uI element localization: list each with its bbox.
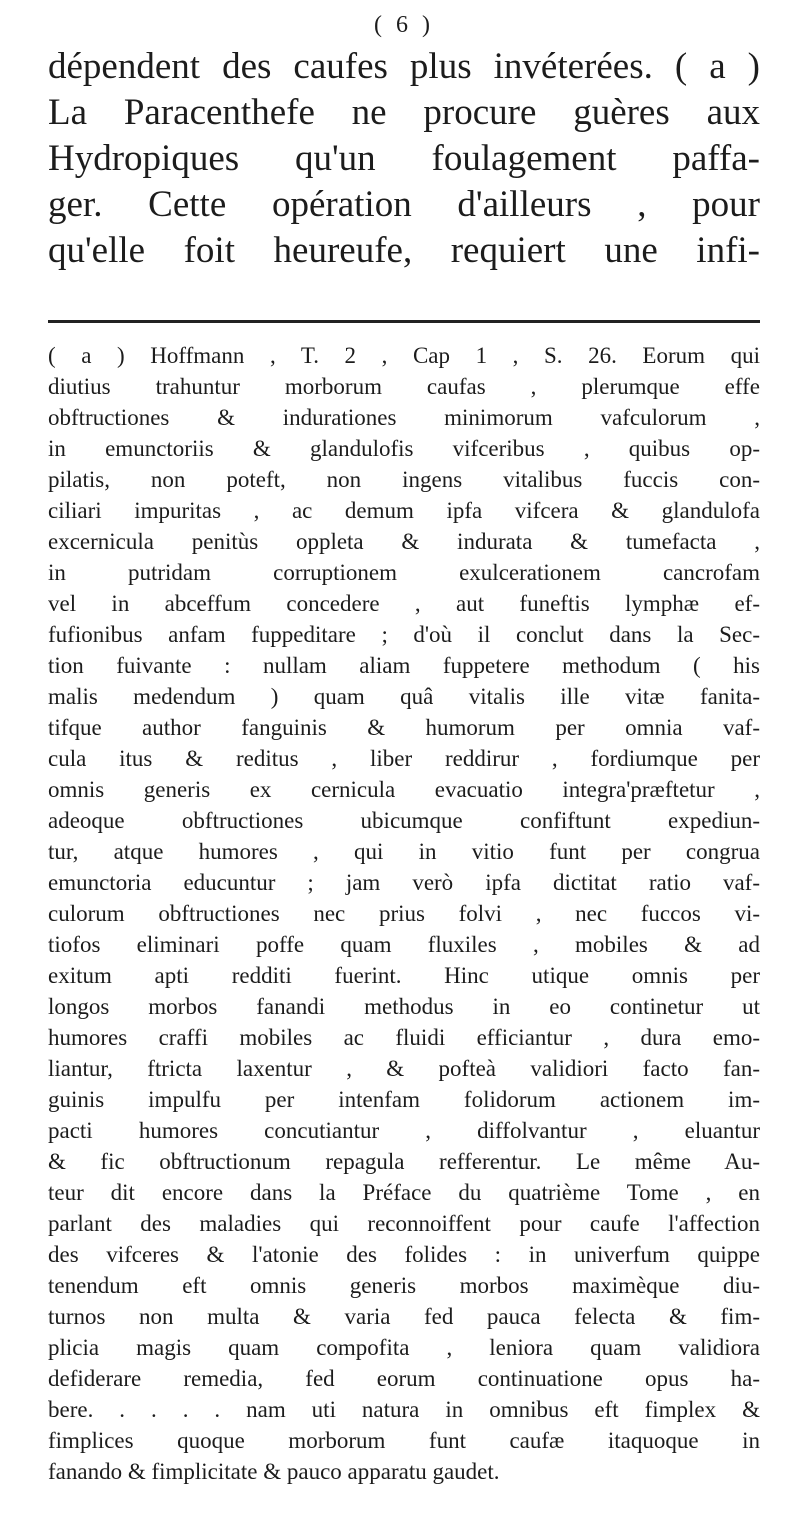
footnote-line: pacti humores concutiantur , diffolvantur , eluantur [48, 1118, 760, 1143]
footnote-line: vel in abceffum concedere , aut funeftis lymphæ ef- [48, 591, 760, 616]
footnote-line: adeoque obftructiones ubicumque confiftunt expediun- [48, 808, 760, 833]
footnote-line: tifque author fanguinis & humorum per omnia vaf- [48, 715, 760, 740]
footnote-line: liantur, ftricta laxentur , & pofteà validiori facto fan- [48, 1056, 760, 1081]
footnote-line: parlant des maladies qui reconnoiffent pour caufe l'affection [48, 1211, 760, 1236]
footnote-line: tiofos eliminari poffe quam fluxiles , mobiles & ad [48, 932, 760, 957]
main-text-line: qu'elle foit heureufe, requiert une infi- [48, 230, 760, 271]
footnote-line: exitum apti redditi fuerint. Hinc utique omnis per [48, 963, 760, 988]
book-page [48, 0, 760, 1522]
footnote-line: defiderare remedia, fed eorum continuatione opus ha- [48, 1366, 760, 1391]
footnote-line: omnis generis ex cernicula evacuatio integra'præftetur , [48, 777, 760, 802]
footnote-line: des vifceres & l'atonie des folides : in univerfum quippe [48, 1242, 760, 1267]
footnote-line: diutius trahuntur morborum caufas , plerumque effe [48, 374, 760, 399]
footnote-line: humores craffi mobiles ac fluidi efficiantur , dura emo- [48, 1025, 760, 1050]
footnote-line: guinis impulfu per intenfam folidorum actionem im- [48, 1087, 760, 1112]
footnote-line: emunctoria educuntur ; jam verò ipfa dictitat ratio vaf- [48, 870, 760, 895]
footnote-line: fufionibus anfam fuppeditare ; d'où il conclut dans la Sec- [48, 622, 760, 647]
footnote-line: excernicula penitùs oppleta & indurata & tumefacta , [48, 529, 760, 554]
footnote-line: plicia magis quam compofita , leniora quam validiora [48, 1335, 760, 1360]
footnote-line: bere. . . . . nam uti natura in omnibus eft fimplex & [48, 1397, 760, 1422]
footnote-line: longos morbos fanandi methodus in eo continetur ut [48, 994, 760, 1019]
main-paragraph [48, 44, 760, 274]
footnote-line: & fic obftructionum repagula refferentur. Le même Au- [48, 1149, 760, 1174]
footnote-line: in putridam corruptionem exulcerationem cancrofam [48, 560, 760, 585]
footnote-line: tenendum eft omnis generis morbos maximèque diu- [48, 1273, 760, 1298]
main-text-line: Hydropiques qu'un foulagement paffa- [48, 138, 760, 179]
footnote-block [48, 340, 760, 1487]
footnote-line: ciliari impuritas , ac demum ipfa vifcera & glandulofa [48, 498, 760, 523]
main-text-line: La Paracenthefe ne procure guères aux [48, 92, 760, 133]
footnote-line: malis medendum ) quam quâ vitalis ille vitæ fanita- [48, 684, 760, 709]
footnote-line: fanando & fimplicitate & pauco apparatu gaudet. [48, 1459, 500, 1484]
page-number: ( 6 ) [374, 12, 434, 38]
footnote-line: obftructiones & indurationes minimorum vafculorum , [48, 405, 760, 430]
footnote-line: tion fuivante : nullam aliam fuppetere methodum ( his [48, 653, 760, 678]
footnote-line: teur dit encore dans la Préface du quatrième Tome , en [48, 1180, 760, 1205]
footnote-line: fimplices quoque morborum funt caufæ itaquoque in [48, 1428, 760, 1453]
main-text-line: ger. Cette opération d'ailleurs , pour [48, 184, 760, 225]
main-text-line: dépendent des caufes plus invéterées. ( a ) [48, 46, 760, 87]
footnote-line: in emunctoriis & glandulofis vifceribus , quibus op- [48, 436, 760, 461]
footnote-line: culorum obftructiones nec prius folvi , nec fuccos vi- [48, 901, 760, 926]
footnote-line: turnos non multa & varia fed pauca felecta & fim- [48, 1304, 760, 1329]
footnote-separator-rule [48, 320, 760, 323]
footnote-line: tur, atque humores , qui in vitio funt per congrua [48, 839, 760, 864]
footnote-line: cula itus & reditus , liber reddirur , fordiumque per [48, 746, 760, 771]
footnote-line: pilatis, non poteft, non ingens vitalibus fuccis con- [48, 467, 760, 492]
footnote-line: ( a ) Hoffmann , T. 2 , Cap 1 , S. 26. Eorum qui [48, 343, 760, 368]
